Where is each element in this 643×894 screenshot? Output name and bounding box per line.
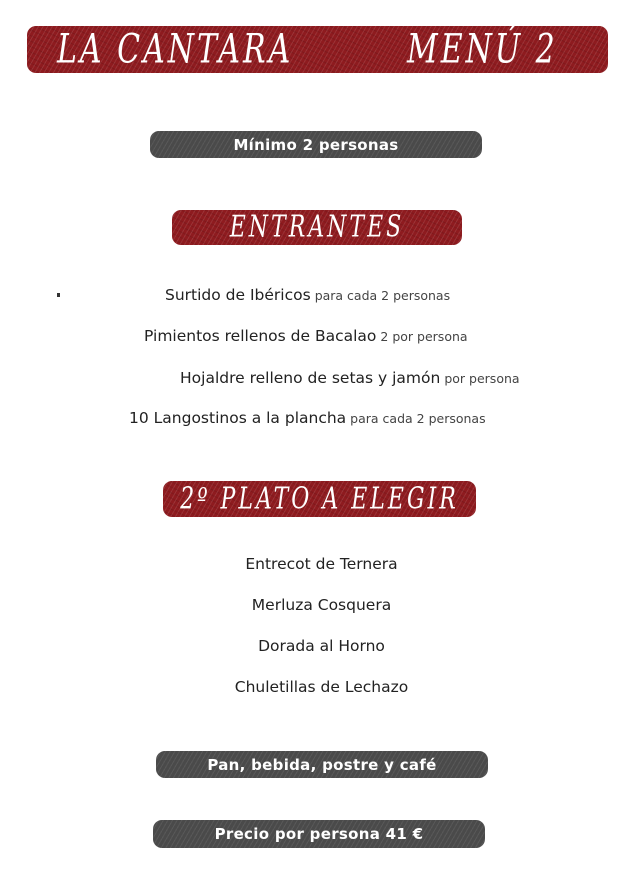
entrante-item-3: [180, 369, 520, 387]
entrantes-title: ENTRANTES: [229, 210, 405, 245]
segundo-plato-banner: [163, 481, 476, 517]
entrante-item-1: [165, 286, 450, 304]
scan-speck: [57, 293, 60, 297]
entrante-name: Surtido de Ibéricos: [165, 286, 311, 304]
minimum-text: Mínimo 2 personas: [233, 135, 399, 154]
title-banner: [27, 26, 608, 73]
extras-banner: [156, 751, 488, 778]
extras-text: Pan, bebida, postre y café: [207, 755, 437, 774]
restaurant-name: LA CANTARA: [57, 26, 294, 73]
entrante-note: por persona: [444, 371, 520, 386]
segundo-plato-title: 2º PLATO A ELEGIR: [180, 482, 459, 516]
segundo-item-2: Merluza Cosquera: [251, 596, 392, 614]
segundo-item-4: Chuletillas de Lechazo: [234, 678, 409, 696]
price-text: Precio por persona 41 €: [214, 825, 424, 843]
entrante-name: Hojaldre relleno de setas y jamón: [180, 369, 441, 387]
menu-number: MENÚ 2: [407, 26, 558, 73]
segundo-item-3: Dorada al Horno: [258, 637, 385, 655]
entrantes-banner: [172, 210, 462, 245]
entrante-name: 10 Langostinos a la plancha: [129, 409, 347, 427]
entrante-note: para cada 2 personas: [314, 288, 451, 303]
segundo-item-1: Entrecot de Ternera: [245, 555, 398, 573]
entrante-note: para cada 2 personas: [350, 411, 486, 426]
entrante-item-4: [129, 409, 486, 427]
price-banner: [153, 820, 485, 848]
entrante-note: 2 por persona: [380, 329, 468, 344]
entrante-name: Pimientos rellenos de Bacalao: [144, 327, 377, 345]
minimum-banner: [150, 131, 482, 158]
entrante-item-2: [144, 327, 468, 345]
